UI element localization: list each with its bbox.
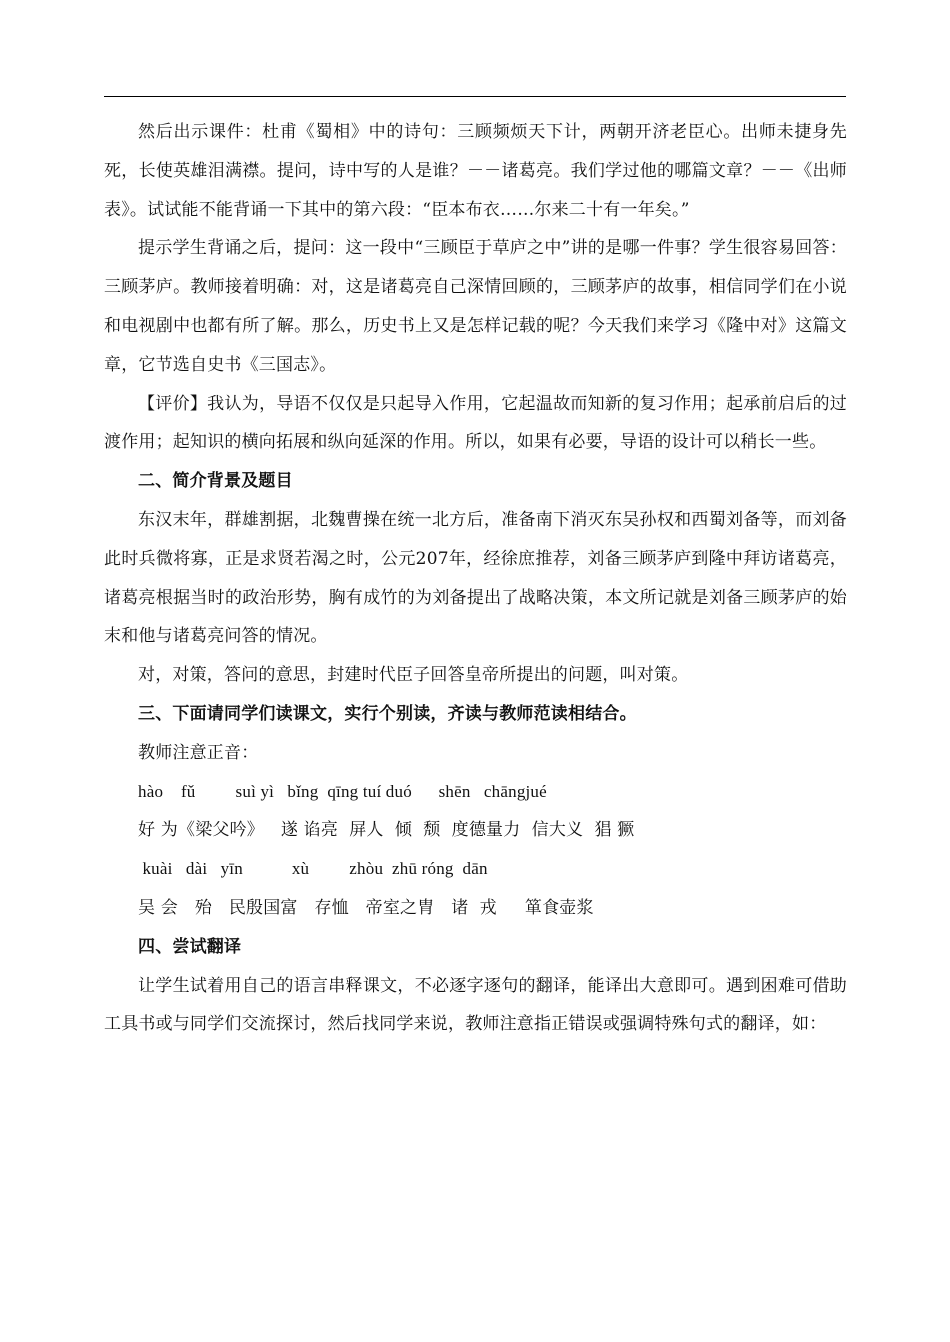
paragraph-title-meaning: 对，对策，答问的意思，封建时代臣子回答皇帝所提出的问题，叫对策。 bbox=[138, 665, 689, 686]
paragraph-courseware-intro: 然后出示课件：杜甫《蜀相》中的诗句：三顾频烦天下计，两朝开济老臣心。出师未捷身先死，长使英雄泪满襟。提问，诗中写的人是谁？－－诸葛亮。我们学过他的哪篇文章？－－《出师表》。试试能不能背诵一下其中的第六段：“臣本布衣……尔来二十有一年矣。” bbox=[104, 122, 847, 220]
document-body bbox=[104, 113, 847, 1044]
pinyin-line-2: kuài dài yīn xù zhòu zhū róng dān bbox=[138, 859, 488, 879]
vocabulary-line-2: 吴 会 殆 民殷国富 存恤 帝室之胄 诸 戎 箪食壶浆 bbox=[138, 897, 594, 918]
paragraph-translation-instructions: 让学生试着用自己的语言串释课文，不必逐字逐句的翻译，能译出大意即可。遇到困难可借助工具书或与同学们交流探讨，然后找同学来说，教师注意指正错误或强调特殊句式的翻译，如： bbox=[104, 975, 847, 1035]
pinyin-line-1: hào fǔ suì yì bǐng qīng tuí duó shēn chāngjué bbox=[138, 781, 547, 801]
paragraph-recitation-prompt: 提示学生背诵之后，提问：这一段中“三顾臣于草庐之中”讲的是哪一件事？学生很容易回答：三顾茅庐。教师接着明确：对，这是诸葛亮自己深情回顾的，三顾茅庐的故事，相信同学们在小说和电视剧中也都有所了解。那么，历史书上又是怎样记载的呢？今天我们来学习《隆中对》这篇文章，它节选自史书《三国志》。 bbox=[104, 238, 847, 375]
section-heading-reading: 三、下面请同学们读课文，实行个别读，齐读与教师范读相结合。 bbox=[138, 703, 637, 724]
header-rule bbox=[104, 96, 846, 97]
paragraph-historical-background: 东汉末年，群雄割据，北魏曹操在统一北方后，准备南下消灭东吴孙权和西蜀刘备等，而刘备此时兵微将寡，正是求贤若渴之时，公元207年，经徐庶推荐，刘备三顾茅庐到隆中拜访诸葛亮，诸葛亮根据当时的政治形势，胸有成竹的为刘备提出了战略决策，本文所记就是刘备三顾茅庐的始末和他与诸葛亮问答的情况。 bbox=[104, 509, 847, 647]
paragraph-pronunciation-note: 教师注意正音： bbox=[138, 742, 259, 763]
vocabulary-line-1: 好 为《梁父吟》 遂 谄亮 屏人 倾 颓 度德量力 信大义 猖 獗 bbox=[138, 820, 635, 841]
section-heading-translation: 四、尝试翻译 bbox=[138, 936, 242, 957]
section-heading-background: 二、简介背景及题目 bbox=[138, 471, 293, 492]
paragraph-evaluation: 【评价】我认为，导语不仅仅是只起导入作用，它起温故而知新的复习作用；起承前启后的过渡作用；起知识的横向拓展和纵向延深的作用。所以，如果有必要，导语的设计可以稍长一些。 bbox=[104, 393, 847, 453]
